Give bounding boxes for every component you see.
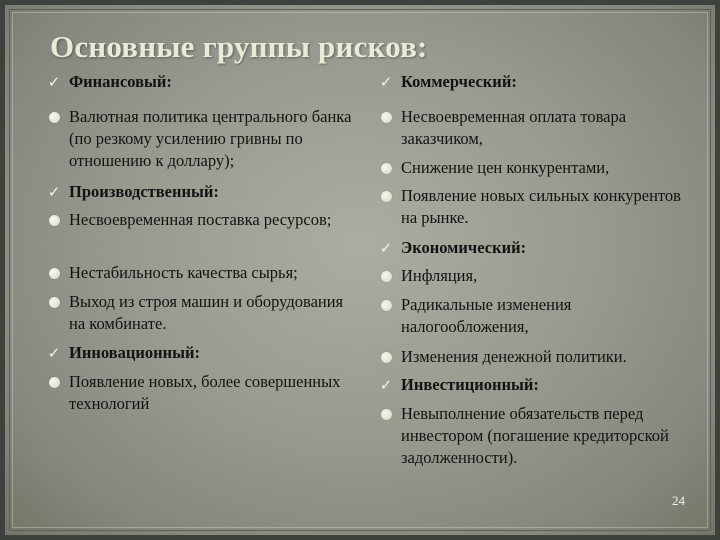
checkmark-icon: ✓: [47, 73, 61, 91]
checkmark-icon: ✓: [379, 376, 393, 394]
risk-item: [377, 157, 682, 179]
item-text: Появление новых сильных конкурентов на рынке.: [401, 186, 681, 227]
risk-item: [45, 291, 355, 335]
checkmark-icon: ✓: [379, 239, 393, 257]
item-text: Коммерческий:: [401, 72, 517, 91]
checkmark-icon: ✓: [47, 183, 61, 201]
item-text: Экономический:: [401, 238, 527, 257]
item-text: Нестабильность качества сырья;: [69, 263, 298, 282]
item-text: Производственный:: [69, 182, 219, 201]
category-heading: [377, 71, 682, 93]
bullet-icon: [377, 403, 395, 425]
category-heading: [377, 237, 682, 259]
item-text: Инфляция,: [401, 266, 478, 285]
item-text: Валютная политика центрального банка (по резкому усилению гривны по отношению к доллару);: [69, 107, 352, 170]
bullet-icon: [45, 291, 63, 313]
slide-title: Основные группы рисков:: [50, 29, 428, 64]
page-number: 24: [672, 493, 685, 508]
category-heading: [45, 181, 355, 203]
risk-item: [45, 106, 355, 172]
item-text: Радикальные изменения налогообложения,: [401, 295, 572, 336]
checkmark-icon: ✓: [47, 344, 61, 362]
bullet-icon: [45, 371, 63, 393]
item-text: Несвоевременная поставка ресурсов;: [69, 210, 332, 229]
risk-item: [377, 265, 682, 287]
bullet-icon: [377, 185, 395, 207]
item-text: Невыполнение обязательств перед инвестором (погашение кредиторской задолженности).: [401, 404, 669, 467]
bullet-icon: [45, 209, 63, 231]
category-heading: [45, 342, 355, 364]
risk-item: [377, 403, 682, 469]
risk-item: [377, 106, 682, 150]
item-text: Появление новых, более совершенных технологий: [69, 372, 341, 413]
item-text: Выход из строя машин и оборудования на комбинате.: [69, 292, 344, 333]
checkmark-icon: ✓: [379, 73, 393, 91]
item-text: Финансовый:: [69, 72, 172, 91]
bullet-icon: [377, 157, 395, 179]
bullet-icon: [45, 262, 63, 284]
risk-item: [45, 209, 355, 231]
risk-item: [45, 371, 355, 415]
category-heading: [45, 71, 355, 93]
item-text: Инвестиционный:: [401, 375, 539, 394]
bullet-icon: [377, 346, 395, 368]
category-heading: [377, 374, 682, 396]
risk-item: [45, 262, 355, 284]
bullet-icon: [377, 106, 395, 128]
item-text: Инновационный:: [69, 343, 201, 362]
item-text: Снижение цен конкурентами,: [401, 158, 610, 177]
item-text: Несвоевременная оплата товара заказчиком,: [401, 107, 627, 148]
bullet-icon: [377, 294, 395, 316]
bullet-icon: [377, 265, 395, 287]
item-text: Изменения денежной политики.: [401, 347, 627, 366]
bullet-icon: [45, 106, 63, 128]
risk-item: [377, 185, 682, 229]
risk-item: [377, 346, 682, 368]
risk-item: [377, 294, 682, 338]
